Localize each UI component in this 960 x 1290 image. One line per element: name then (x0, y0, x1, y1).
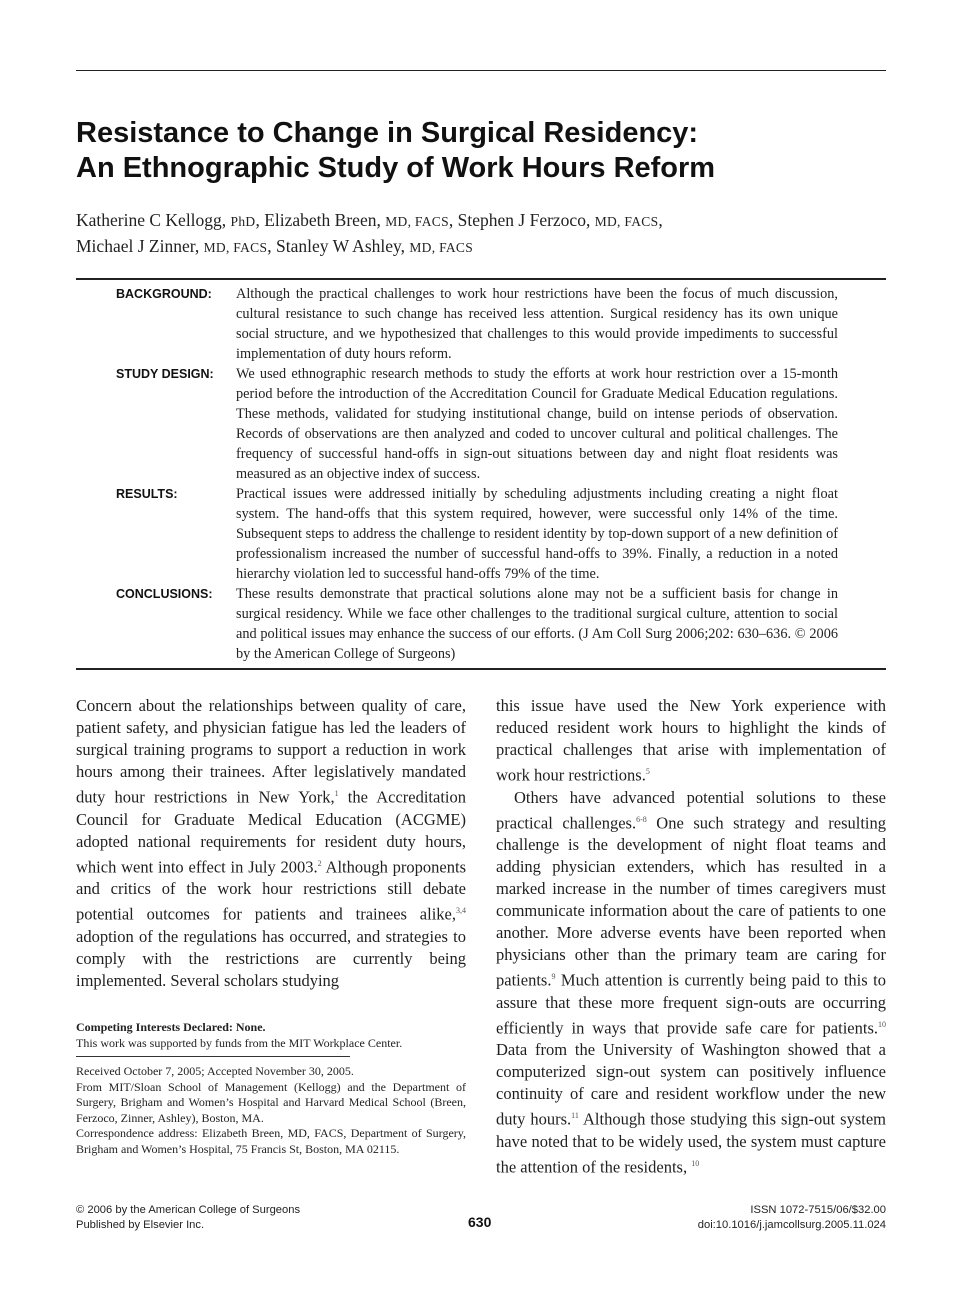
body-text: Others have advanced potential solutions to these practical challenges. (496, 787, 886, 832)
issn: ISSN 1072-7515/06/$32.00 (750, 1204, 886, 1216)
abstract-top-rule (76, 278, 886, 280)
citation-ref[interactable]: 6-8 (636, 814, 647, 824)
abstract-text: These results demonstrate that practical solutions alone may not be a sufficient basis for change in surgical residency. While we face other challenges to the traditional surgical culture, attention to social and political issues may enhance the success of our efforts. (J Am Coll Surg 2006;202: 630–636. © 2006 by the American College of Surgeons) (236, 586, 838, 662)
abstract-text: Although the practical challenges to work hour restrictions have been the focus of much discussion, cultural resistance to such change has received less attention. Surgical residency has its own unique social structure, and we hypothesized that challenges to this would provide impediments to successful implementation of duty hours reform. (236, 286, 838, 362)
abstract-results (116, 484, 838, 584)
author-ashley: , Stanley W Ashley, (267, 236, 410, 256)
body-text: Much attention is currently being paid to this to assure that these more frequent sign-outs are occurring efficiently in ways that provide safe care for patients. (496, 970, 886, 1037)
body-text: Although those studying this sign-out system have noted that to be widely used, the system must capture the attention of the residents, (496, 1109, 886, 1176)
abstract-label: RESULTS: (116, 487, 178, 501)
page-footer (76, 1203, 886, 1237)
body-column-right (496, 695, 886, 1178)
abstract-text: Practical issues were addressed initially by scheduling adjustments including creating a night float system. The hand-offs that this system required, however, were successful only 14% of the time. Subsequent steps to address the challenge to resident identity by top-down support of a new definition of professionalism increased the number of successful hand-offs to 39%. Finally, a reduction in a noted hierarchy violation led to successful hand-offs 79% of the time. (236, 486, 838, 582)
citation-ref[interactable]: 9 (551, 972, 556, 981)
abstract-label: CONCLUSIONS: (116, 587, 213, 601)
author-zinner: Michael J Zinner, (76, 236, 204, 256)
body-column-left (76, 695, 466, 992)
citation-ref[interactable]: 11 (571, 1111, 579, 1120)
footer-right (698, 1203, 886, 1233)
citation-ref[interactable]: 5 (645, 767, 650, 776)
author-list (76, 208, 886, 260)
header-rule (76, 70, 886, 71)
received-dates: Received October 7, 2005; Accepted November 30, 2005. (76, 1064, 354, 1078)
author-kellogg: Katherine C Kellogg, (76, 210, 231, 230)
body-text: this issue have used the New York experience with reduced resident work hours to highlight the kinds of practical challenges that arise with implementation of work hour restrictions. (496, 696, 886, 785)
abstract (116, 284, 838, 664)
publisher-name: Published by Elsevier Inc. (76, 1219, 205, 1231)
article-title (76, 116, 886, 186)
correspondence-address: Correspondence address: Elizabeth Breen, MD, FACS, Department of Surgery, Brigham and Women’s Hospital, 75 Francis St, Boston, MA 02115. (76, 1126, 466, 1156)
author-ferzoco-credentials: MD, FACS (594, 214, 659, 229)
abstract-label: BACKGROUND: (116, 287, 212, 301)
funding-note: This work was supported by funds from the MIT Workplace Center. (76, 1035, 403, 1050)
abstract-text: We used ethnographic research methods to study the efforts at work hour restriction over a 15-month period before the introduction of the Accreditation Council for Graduate Medical Education regulations. These methods, validated for studying institutional change, build on intense periods of observation. Records of observations are then analyzed and coded to uncover cultural and political challenges. The frequency of successful hand-offs in sign-out situations between day and night float residents was measured as an objective index of success. (236, 366, 838, 482)
body-paragraph (496, 787, 886, 1179)
author-kellogg-credentials: PhD (230, 214, 256, 229)
author-zinner-credentials: MD, FACS (203, 240, 268, 255)
author-separator: , (658, 210, 663, 230)
competing-interests: Competing Interests Declared: None. (76, 1020, 266, 1034)
abstract-label: STUDY DESIGN: (116, 367, 214, 381)
author-ashley-credentials: MD, FACS (409, 240, 474, 255)
title-line-2: An Ethnographic Study of Work Hours Reform (76, 152, 716, 184)
body-text: Although proponents and critics of the work hour restrictions still debate potential outcomes for patients and trainees alike, (76, 857, 467, 924)
abstract-conclusions (116, 584, 838, 664)
body-text: adoption of the regulations has occurred, and strategies to comply with the restrictions are currently being implemented. Several scholars studying (76, 926, 466, 990)
copyright-notice: © 2006 by the American College of Surgeons (76, 1204, 301, 1216)
doi-link[interactable]: doi:10.1016/j.jamcollsurg.2005.11.024 (697, 1219, 886, 1231)
page-number: 630 (468, 1214, 492, 1230)
author-line-2 (76, 234, 886, 260)
citation-ref[interactable]: 10 (878, 1019, 886, 1029)
author-line-1 (76, 208, 886, 234)
footer-left (76, 1203, 300, 1233)
body-text: Concern about the relationships between quality of care, patient safety, and physician fatigue has led the leaders of surgical training programs to support a reduction in work hours among their trainees. After legislatively mandated duty hour restrictions in New York, (76, 696, 466, 807)
body-text: Data from the University of Washington showed that a computerized sign-out system can positively influence continuity of care and resident workflow under the new duty hours. (496, 1040, 886, 1129)
citation-ref[interactable]: 10 (691, 1158, 700, 1168)
affiliations: From MIT/Sloan School of Management (Kellogg) and the Department of Surgery, Brigham and Women’s Hospital and Harvard Medical School (Breen, Ferzoco, Zinner, Ashley), Boston, MA. (76, 1079, 466, 1125)
notes-divider (76, 1056, 350, 1057)
abstract-study-design (116, 364, 838, 484)
body-text: One such strategy and resulting challenge is the development of night float teams and adding physician extenders, which has resulted in a marked increase in the number of times caregivers must communicate information about the care of patients to one another. More adverse events have been reported when physicians other than the primary team are caring for patients. (496, 813, 886, 990)
author-breen: , Elizabeth Breen, (255, 210, 386, 230)
author-breen-credentials: MD, FACS (385, 214, 449, 229)
citation-ref[interactable]: 3,4 (456, 906, 466, 915)
body-paragraph (496, 695, 886, 787)
citation-ref[interactable]: 1 (334, 789, 339, 798)
body-paragraph (76, 695, 466, 992)
author-ferzoco: , Stephen J Ferzoco, (448, 210, 595, 230)
article-notes (76, 1020, 466, 1157)
citation-ref[interactable]: 2 (317, 858, 322, 868)
body-text: the Accreditation Council for Graduate Medical Education (ACGME) adopted national requirements for resident duty hours, which went into effect in July 2003. (76, 787, 467, 876)
abstract-bottom-rule (76, 668, 886, 670)
abstract-background (116, 284, 838, 364)
title-line-1: Resistance to Change in Surgical Residency: (76, 117, 699, 149)
